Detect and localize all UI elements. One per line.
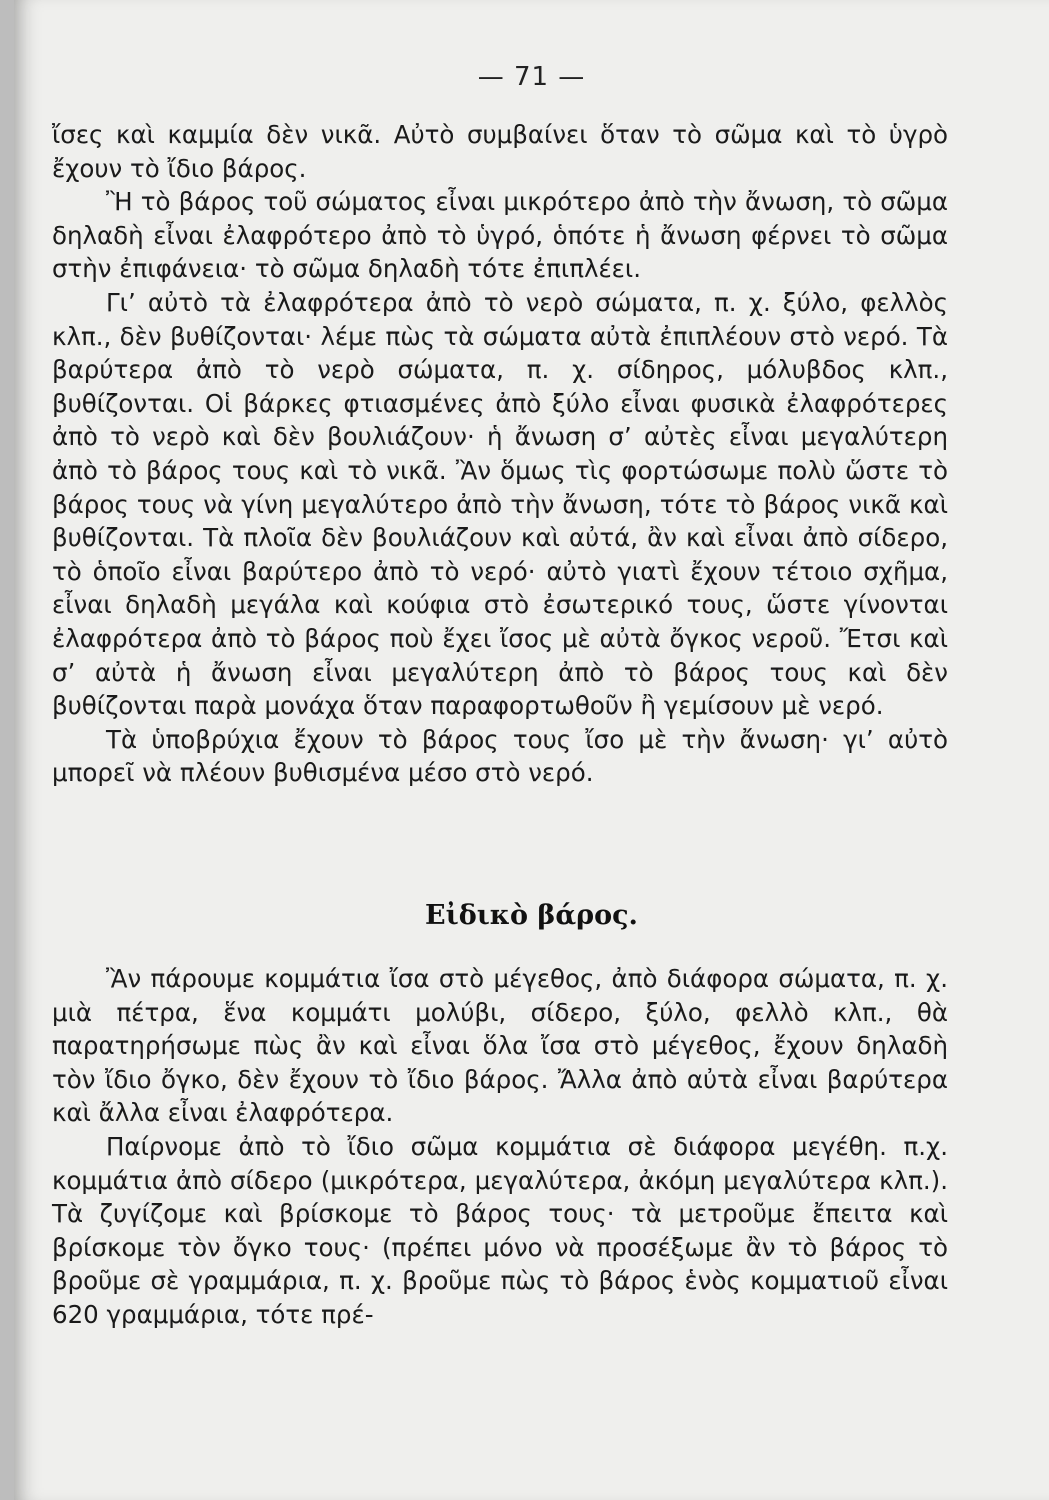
book-page <box>14 0 1049 1500</box>
paragraph-submarines: Τὰ ὑποβρύχια ἔχουν τὸ βάρος τους ἴσο μὲ τὴν ἄνωση· γι’ αὐτὸ μπορεῖ νὰ πλέουν βυθισμένα μέσο στὸ νερό. <box>52 724 948 788</box>
body-text-upper <box>52 118 948 790</box>
paragraph-equal-size: Ἂν πάρουμε κομμάτια ἴσα στὸ μέγεθος, ἀπὸ διάφορα σώματα, π. χ. μιὰ πέτρα, ἕνα κομμάτι μολύβι, σίδερο, ξύλο, φελλὸ κλπ., θὰ παρατηρήσωμε πὼς ἂν καὶ εἶναι ὅλα ἴσα στὸ μέγεθος, ἔχουν δηλαδὴ τὸν ἴδιο ὄγκο, δὲν ἔχουν τὸ ἴδιο βάρος. Ἄλλα ἀπὸ αὐτὰ εἶναι βαρύτερα καὶ ἄλλα εἶναι ἐλαφρότερα. <box>52 964 948 1128</box>
paragraph-continuation: ἴσες καὶ καμμία δὲν νικᾶ. Αὐτὸ συμβαίνει ὅταν τὸ σῶμα καὶ τὸ ὑγρὸ ἔχουν τὸ ἴδιο βάρος. <box>52 120 948 183</box>
page-number: — 71 — <box>477 62 586 92</box>
body-text-lower <box>52 962 948 1332</box>
section-heading: Εἰδικὸ βάρος. <box>425 900 638 931</box>
paragraph-floating-examples: Γι’ αὐτὸ τὰ ἐλαφρότερα ἀπὸ τὸ νερὸ σώματα, π. χ. ξύλο, φελλὸς κλπ., δὲν βυθίζονται· λέμε πὼς τὰ σώματα αὐτὰ ἐπιπλέουν στὸ νερό. Τὰ βαρύτερα ἀπὸ τὸ νερὸ σώματα, π. χ. σίδηρος, μόλυβδος κλπ., βυθίζονται. Οἱ βάρκες φτιασμένες ἀπὸ ξύλο εἶναι φυσικὰ ἐλαφρότερες ἀπὸ τὸ νερὸ καὶ δὲν βουλιάζουν· ἡ ἄνωση σ’ αὐτὲς εἶναι μεγαλύτερη ἀπὸ τὸ βάρος τους καὶ τὸ νικᾶ. Ἂν ὅμως τὶς φορτώσωμε πολὺ ὥστε τὸ βάρος τους νὰ γίνη μεγαλύτερο ἀπὸ τὴν ἄνωση, τότε τὸ βάρος νικᾶ καὶ βυθίζονται. Τὰ πλοῖα δὲν βουλιάζουν καὶ αὐτά, ἂν καὶ εἶναι ἀπὸ σίδερο, τὸ ὁποῖο εἶναι βαρύτερο ἀπὸ τὸ νερό· αὐτὸ γιατὶ ἔχουν τέτοιο σχῆμα, εἶναι δηλαδὴ μεγάλα καὶ κούφια στὸ ἐσωτερικό τους, ὥστε γίνονται ἐλαφρότερα ἀπὸ τὸ βάρος ποὺ ἔχει ἴσος μὲ αὐτὰ ὄγκος νεροῦ. Ἔτσι καὶ σ’ αὐτὰ ἡ ἄνωση εἶναι μεγαλύτερη ἀπὸ τὸ βάρος τους καὶ δὲν βυθίζονται παρὰ μονάχα ὅταν παραφορτωθοῦν ἢ γεμίσουν μὲ νερό. <box>52 287 948 721</box>
paragraph-lighter-body: Ἢ τὸ βάρος τοῦ σώματος εἶναι μικρότερο ἀπὸ τὴν ἄνωση, τὸ σῶμα δηλαδὴ εἶναι ἐλαφρότερο ἀπὸ τὸ ὑγρό, ὁπότε ἡ ἄνωση φέρνει τὸ σῶμα στὴν ἐπιφάνεια· τὸ σῶμα δηλαδὴ τότε ἐπιπλέει. <box>52 187 948 284</box>
paragraph-iron-pieces: Παίρνομε ἀπὸ τὸ ἴδιο σῶμα κομμάτια σὲ διάφορα μεγέθη. π.χ. κομμάτια ἀπὸ σίδερο (μικρότερα, μεγαλύτερα, ἀκόμη μεγαλύτερα κλπ.). Τὰ ζυγίζομε καὶ βρίσκομε τὸ βάρος τους· τὰ μετροῦμε ἔπειτα καὶ βρίσκομε τὸν ὄγκο τους· (πρέπει μόνο νὰ προσέξωμε ἂν τὸ βάρος τὸ βροῦμε σὲ γραμμάρια, π. χ. βροῦμε πὼς τὸ βάρος ἑνὸς κομματιοῦ εἶναι 620 γραμμάρια, τότε πρέ- <box>52 1131 948 1329</box>
